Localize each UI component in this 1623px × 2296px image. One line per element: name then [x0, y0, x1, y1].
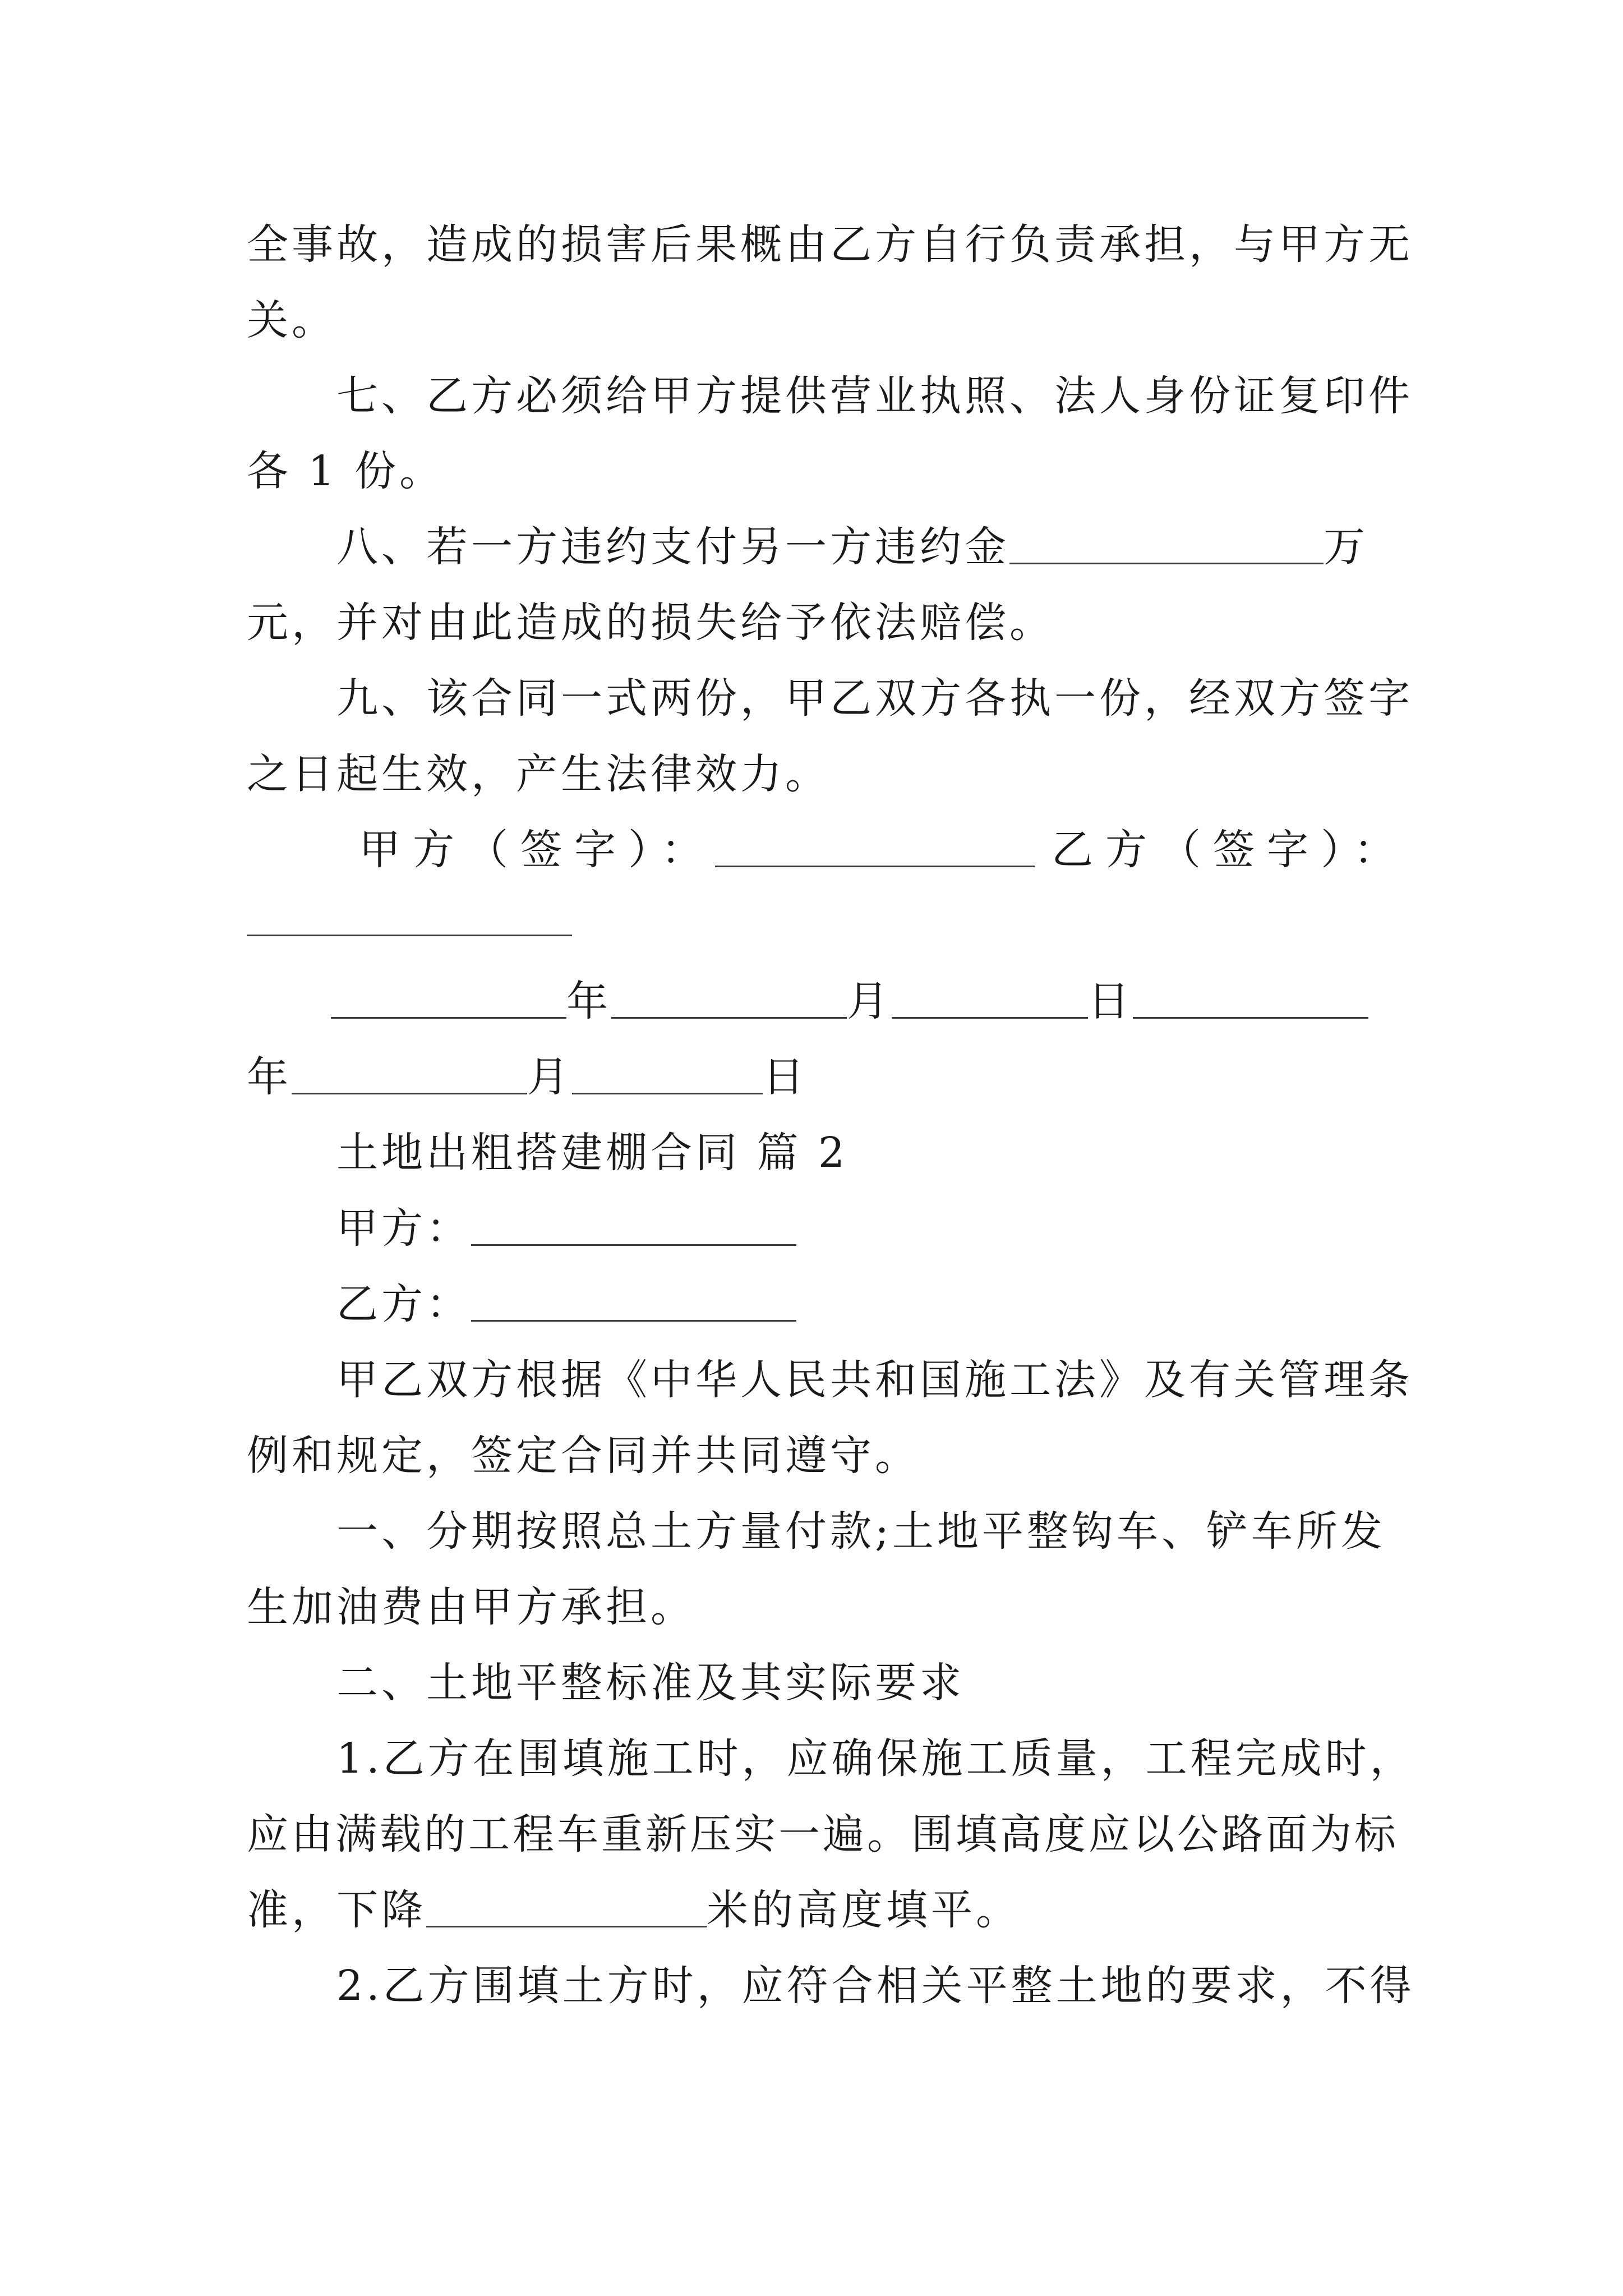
clause-9: 九、该合同一式两份，甲乙双方各执一份，经双方签字	[336, 674, 1413, 723]
height-row	[247, 1882, 1391, 1938]
clause-8	[336, 519, 1391, 575]
month-label: 月	[847, 977, 892, 1025]
date-row-b	[247, 1049, 1391, 1105]
clause-1: 一、分期按照总土方量付款;土地平整钩车、铲车所发	[336, 1507, 1386, 1556]
year-field[interactable]	[331, 973, 566, 1019]
day-field[interactable]	[892, 973, 1088, 1019]
clause-2-heading: 二、土地平整标准及其实际要求	[336, 1659, 965, 1707]
penalty-amount-field[interactable]	[1009, 519, 1324, 564]
clause-8-text: 八、若一方违约支付另一方违约金	[336, 523, 1009, 571]
party-a-row	[336, 1200, 1391, 1257]
contract-title: 土地出粗搭建棚合同 篇 2	[336, 1129, 849, 1177]
day-label: 日	[1088, 977, 1133, 1025]
party-b-signature-field[interactable]	[247, 891, 572, 936]
item-2: 2.乙方围填土方时，应符合相关平整土地的要求，不得	[336, 1962, 1415, 2010]
signature-continuation	[247, 891, 1391, 947]
text-line: 全事故，造成的损害后果概由乙方自行负责承担，与甲方无	[247, 220, 1413, 269]
text-line: 元，并对由此造成的损失给予依法赔偿。	[247, 599, 1054, 647]
unit-label: 万	[1324, 523, 1368, 571]
day-label: 日	[763, 1053, 808, 1101]
party-a-label: 甲方：	[336, 1204, 471, 1253]
text-line: 关。	[247, 296, 336, 344]
party-b-row	[336, 1276, 1391, 1332]
month-field[interactable]	[611, 973, 847, 1019]
height-field[interactable]	[426, 1882, 707, 1927]
text-line: 之日起生效，产生法律效力。	[247, 750, 830, 798]
year-label: 年	[566, 977, 611, 1025]
clause-7: 七、乙方必须给甲方提供营业执照、法人身份证复印件	[336, 372, 1413, 420]
party-b-label: 乙方：	[336, 1280, 471, 1328]
party-a-signature-label: 甲方（签字）：	[359, 826, 715, 874]
item-1: 1.乙方在围填施工时，应确保施工质量，工程完成时，	[336, 1734, 1415, 1783]
date-row-a	[331, 973, 1391, 1029]
text-fragment: 准，下降	[247, 1886, 426, 1934]
preamble: 甲乙双方根据《中华人民共和国施工法》及有关管理条	[336, 1356, 1413, 1404]
year-field[interactable]	[1133, 973, 1368, 1019]
signature-row	[359, 822, 1408, 878]
party-a-signature-field[interactable]	[715, 822, 1035, 867]
month-field[interactable]	[292, 1049, 527, 1094]
text-line: 生加油费由甲方承担。	[247, 1583, 695, 1631]
party-b-field[interactable]	[471, 1276, 796, 1322]
text-line: 各 1 份。	[247, 447, 445, 495]
month-label: 月	[527, 1053, 572, 1101]
text-line: 应由满载的工程车重新压实一遍。围填高度应以公路面为标	[247, 1810, 1399, 1858]
day-field[interactable]	[572, 1049, 763, 1094]
party-a-field[interactable]	[471, 1200, 796, 1246]
year-label: 年	[247, 1053, 292, 1101]
text-line: 例和规定，签定合同并共同遵守。	[247, 1432, 920, 1480]
text-fragment: 米的高度填平。	[707, 1886, 1021, 1934]
party-b-signature-label: 乙方（签字）：	[1052, 826, 1408, 874]
